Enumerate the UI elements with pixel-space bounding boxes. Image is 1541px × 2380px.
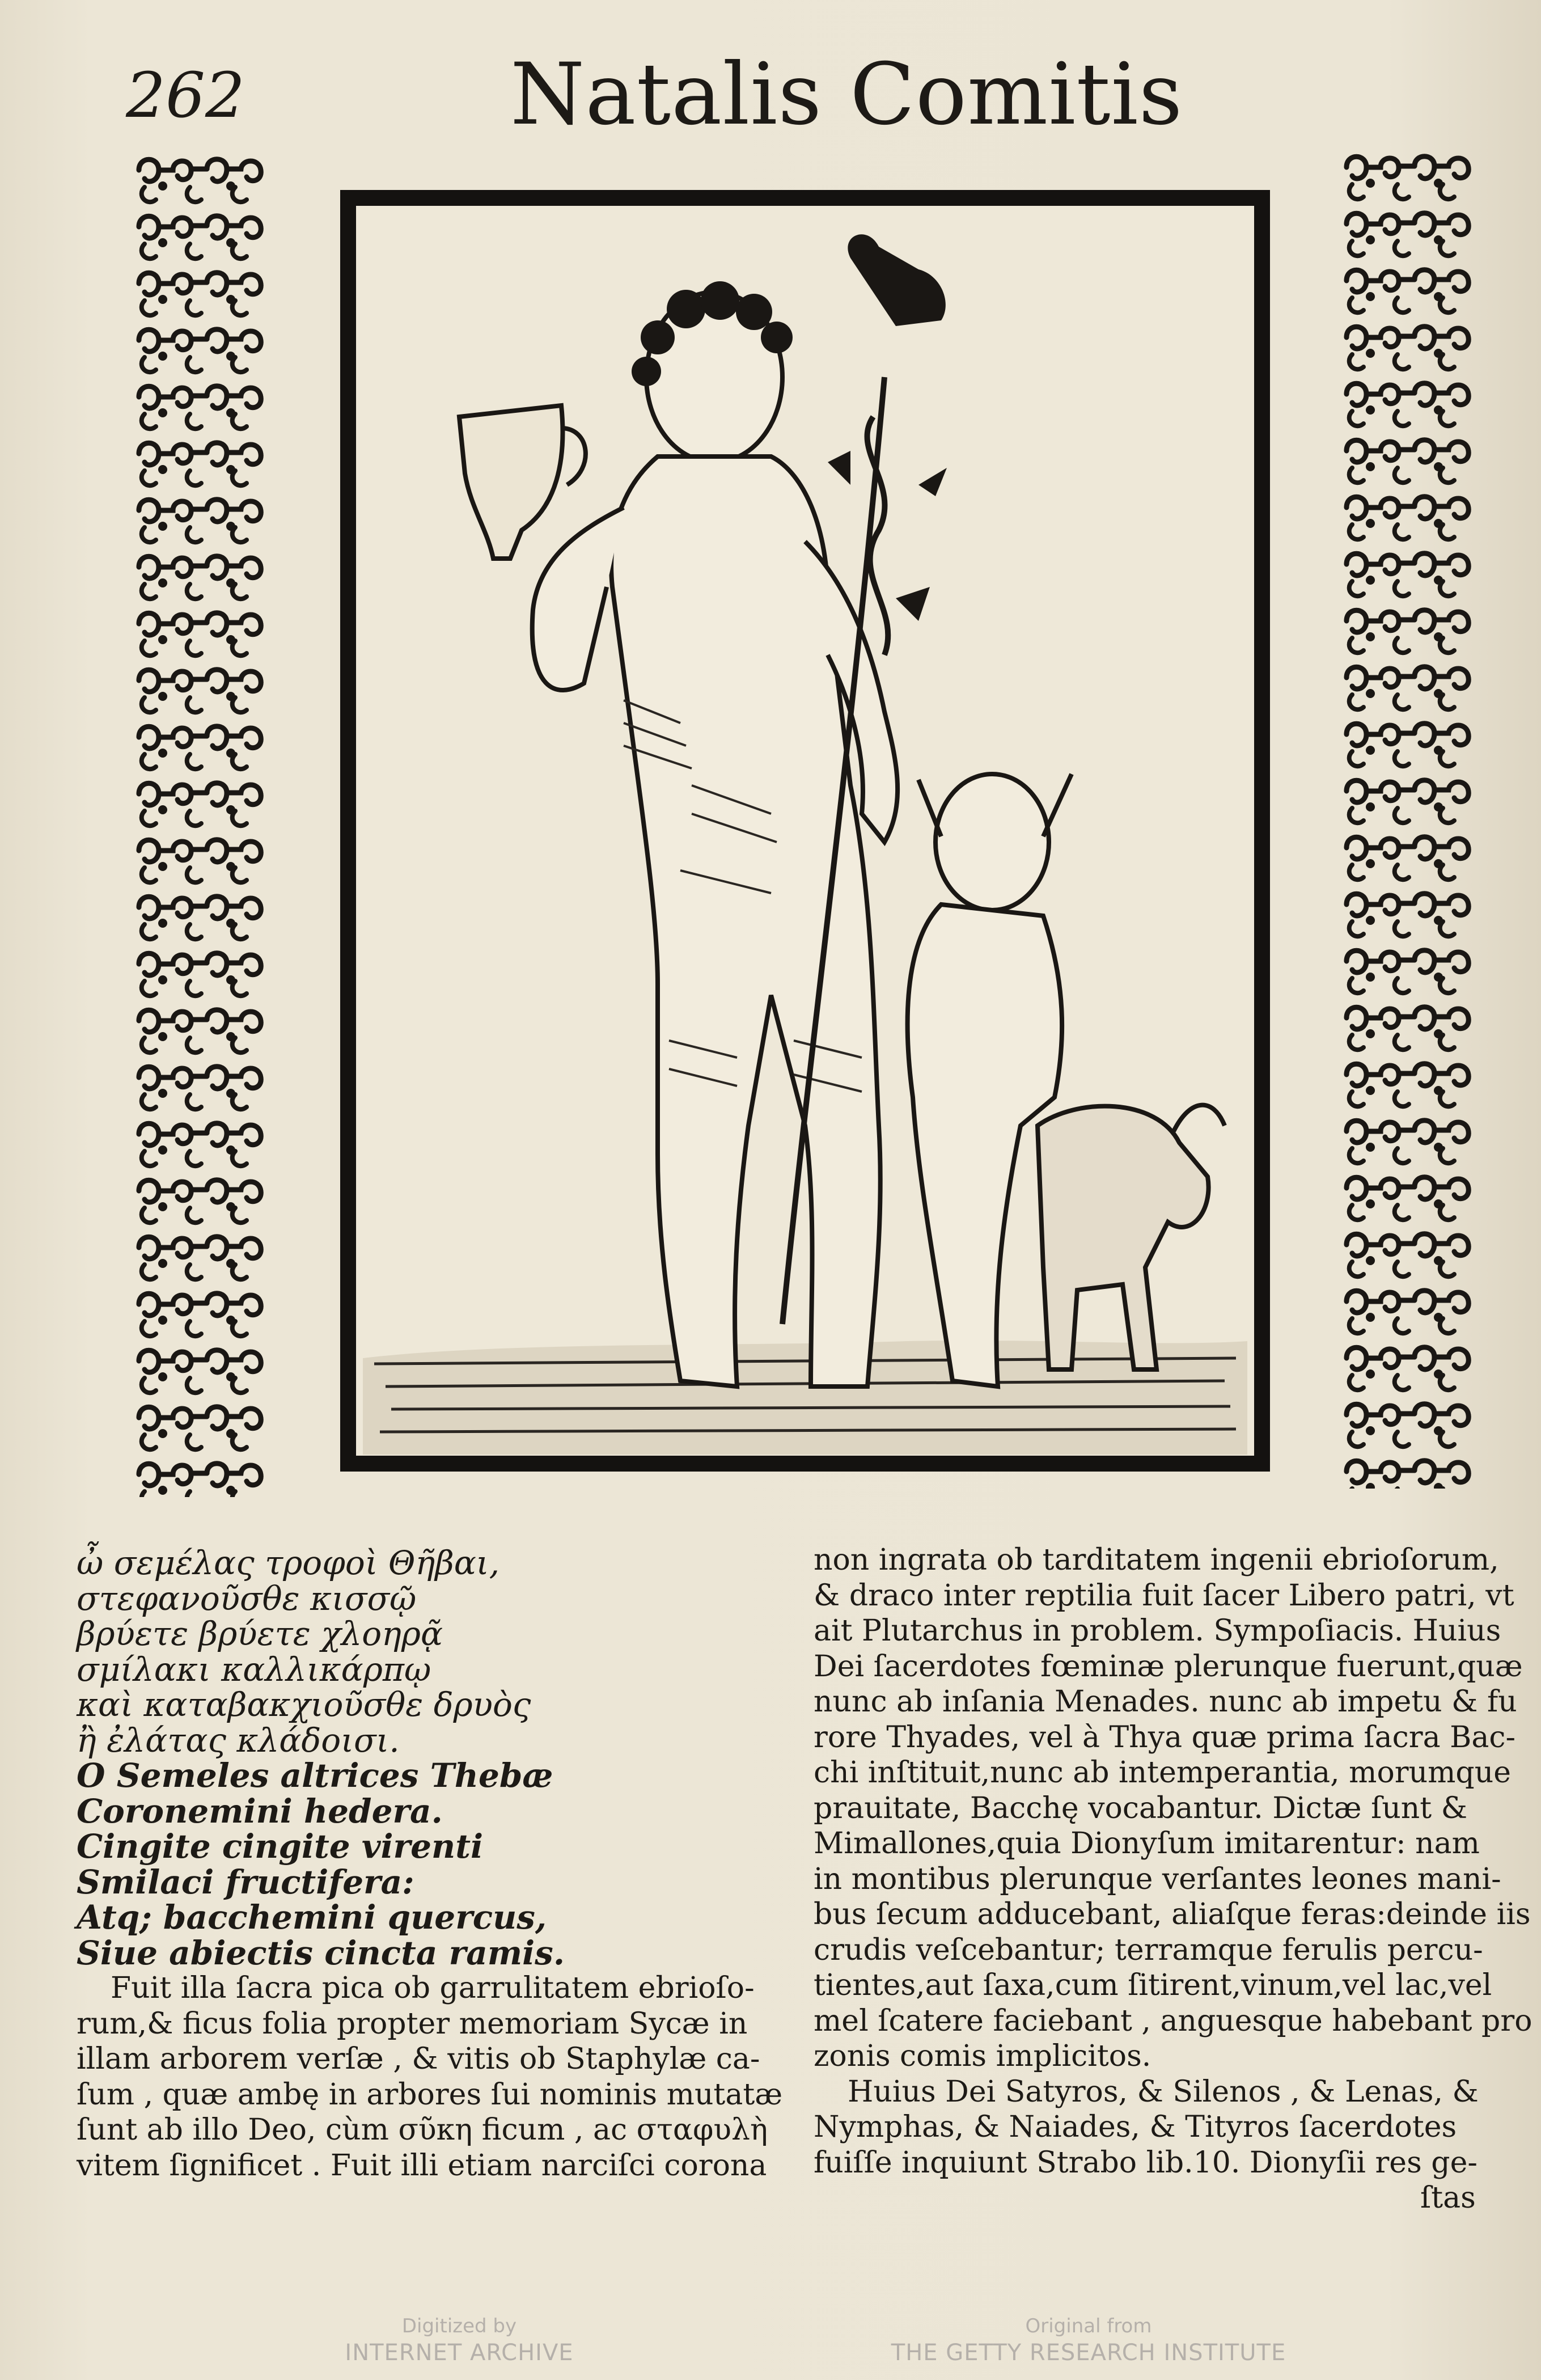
prose-line: non ingrata ob tarditatem ingenii ebrioſorum, <box>814 1543 1499 1577</box>
prose-line: Dei ſacerdotes fœminæ plerunque fuerunt,quæ <box>814 1649 1523 1684</box>
footer-digitized-by <box>340 2314 578 2367</box>
latin-verse-line: Atq; bacchemini quercus, <box>77 1898 547 1937</box>
right-column <box>814 1542 1532 2216</box>
latin-verse-line: Siue abiectis cincta ramis. <box>77 1933 565 1972</box>
prose-line: prauitate, Bacchę vocabantur. Dictæ ſunt & <box>814 1791 1468 1825</box>
prose-line: mel ſcatere faciebant , anguesque habebant pro <box>814 2003 1532 2038</box>
left-column <box>77 1545 785 2183</box>
greek-verse-line: βρύετε βρύετε χλοηρᾷ <box>77 1614 443 1653</box>
prose-line: Nymphas, & Naiades, & Tityros ſacerdotes <box>814 2110 1457 2144</box>
catchword: ſtas <box>1420 2181 1476 2215</box>
footer-original-from <box>884 2314 1293 2367</box>
prose-line: fuiſſe inquiunt Strabo lib.10. Dionyſii res ge- <box>814 2145 1478 2180</box>
fleuron-border-right-icon <box>1335 150 1483 1489</box>
footer-left-big: INTERNET ARCHIVE <box>345 2340 574 2366</box>
prose-line: zonis comis implicitos. <box>814 2039 1151 2073</box>
greek-verse-line: σμίλακι καλλικάρπῳ <box>77 1650 431 1689</box>
footer-left-small: Digitized by <box>401 2315 517 2337</box>
footer-right-big: THE GETTY RESEARCH INSTITUTE <box>891 2340 1286 2366</box>
latin-verse-line: Cingite cingite virenti <box>77 1827 484 1866</box>
prose-line: crudis veſcebantur; terramque ferulis percu- <box>814 1933 1483 1967</box>
greek-verse-line: ὦ σεμέλας τροφοὶ Θῆβαι, <box>77 1544 500 1582</box>
prose-line: bus ſecum adducebant, aliaſque feras:deinde iis <box>814 1897 1531 1931</box>
prose-line: Huius Dei Satyros, & Silenos , & Lenas, & <box>848 2074 1479 2109</box>
prose-line: chi inſtituit,nunc ab intemperantia, morumque <box>814 1756 1511 1790</box>
greek-verse-line: καὶ καταβακχιοῦσθε δρυὸς <box>77 1685 531 1724</box>
page-number: 262 <box>126 59 245 132</box>
latin-verse-line: O Semeles altrices Thebæ <box>77 1756 553 1795</box>
prose-line: nunc ab inſania Menades. nunc ab impetu & fu <box>814 1685 1517 1719</box>
greek-verse-line: στεφανοῦσθε κισσῷ <box>77 1579 417 1618</box>
prose-line: rum,& ficus folia propter memoriam Sycæ in <box>77 2006 748 2041</box>
latin-verse-line: Smilaci fructifera: <box>77 1862 414 1901</box>
prose-line: rore Thyades, vel à Thya quæ prima ſacra Bac- <box>814 1720 1516 1755</box>
latin-verse-line: Coronemini hedera. <box>77 1791 443 1831</box>
prose-line: Fuit illa ſacra pica ob garrulitatem ebrioſo- <box>111 1971 755 2005</box>
woodcut-bacchus-satyr-icon <box>340 190 1270 1472</box>
fleuron-border-left-icon <box>128 153 275 1497</box>
prose-line: illam arborem verſæ , & vitis ob Staphylæ ca- <box>77 2042 760 2076</box>
prose-line: ſum , quæ ambę in arbores ſui nominis mutatæ <box>77 2077 783 2112</box>
prose-line: ait Plutarchus in problem. Sympoſiacis. Huius <box>814 1614 1501 1648</box>
prose-line: & draco inter reptilia fuit ſacer Libero patri, vt <box>814 1578 1514 1613</box>
prose-line: in montibus plerunque verſantes leones mani- <box>814 1862 1501 1896</box>
prose-line: ſunt ab illo Deo, cùm σῦκη ficum , ac σταφυλὴ <box>77 2113 768 2147</box>
greek-verse-line: ἢ ἐλάτας κλάδοισι. <box>77 1720 400 1760</box>
prose-line: tientes,aut ſaxa,cum ſitirent,vinum,vel lac,vel <box>814 1968 1492 2002</box>
prose-line: Mimallones,quia Dionyſum imitarentur: nam <box>814 1827 1480 1861</box>
prose-line: vitem ſignificet . Fuit illi etiam narciſci corona <box>77 2148 767 2183</box>
footer-right-small: Original from <box>1025 2315 1152 2337</box>
running-title: Natalis Comitis <box>510 45 1183 144</box>
